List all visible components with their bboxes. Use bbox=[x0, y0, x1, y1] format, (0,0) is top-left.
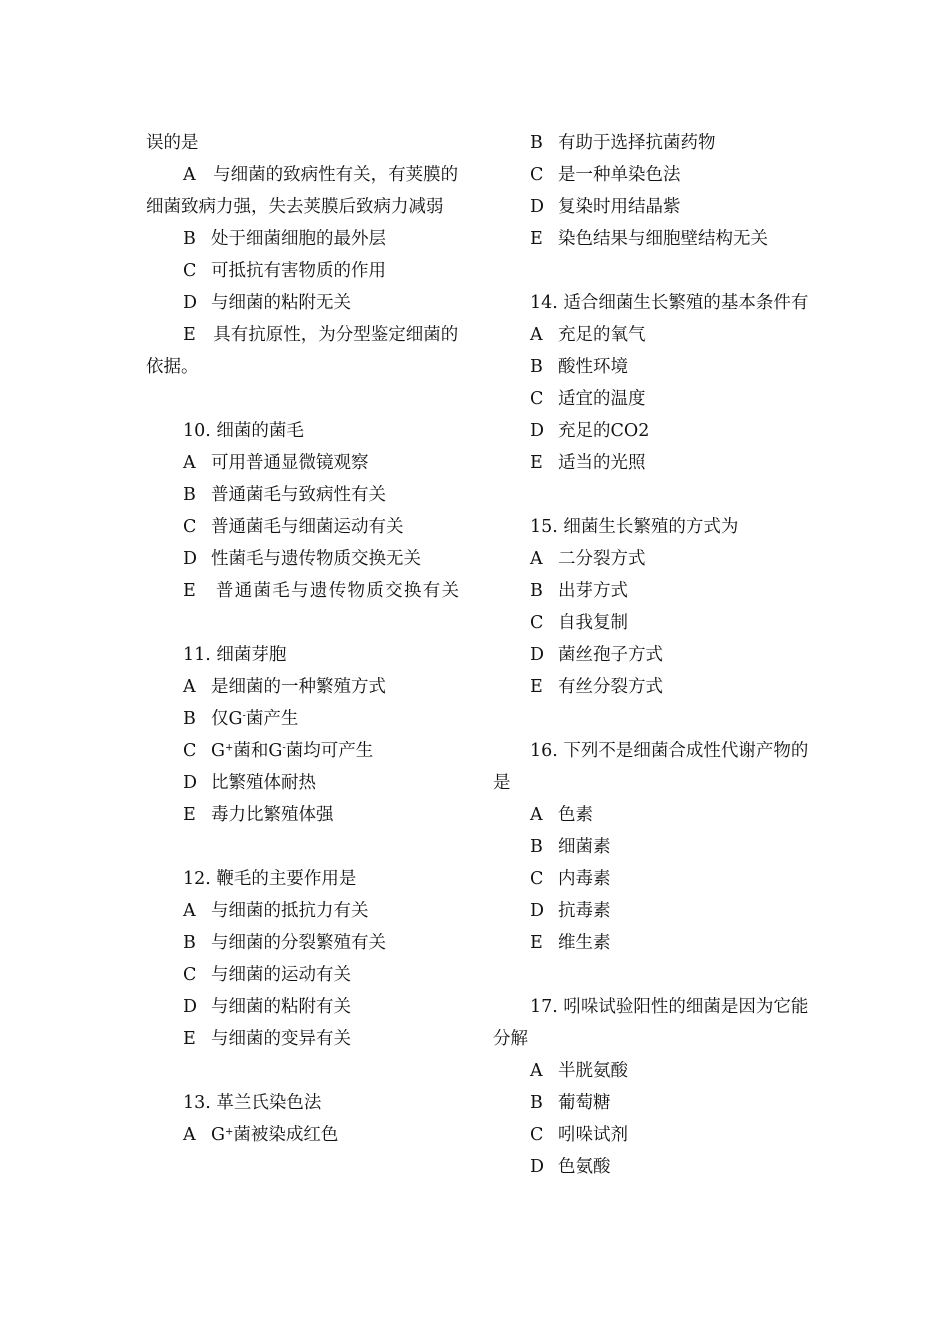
q13-option-d: D 复染时用结晶紫 bbox=[530, 197, 681, 217]
q10-title: 10. 细菌的菌毛 bbox=[183, 421, 304, 441]
q11-option-a: A 是细菌的一种繁殖方式 bbox=[183, 677, 386, 697]
q17-title: 17. 吲哚试验阳性的细菌是因为它能分解 bbox=[493, 997, 809, 1049]
q11-option-b: B 仅G-菌产生 bbox=[183, 709, 299, 729]
q12-title: 12. 鞭毛的主要作用是 bbox=[183, 869, 357, 889]
q13-option-e: E 染色结果与细胞壁结构无关 bbox=[530, 229, 768, 249]
q11-option-c: C G+菌和G-菌均可产生 bbox=[183, 741, 374, 761]
q14-option-a: A 充足的氧气 bbox=[530, 325, 646, 345]
q10-option-a: A 可用普通显微镜观察 bbox=[183, 453, 369, 473]
q13-option-b: B 有助于选择抗菌药物 bbox=[530, 133, 716, 153]
q12-option-e: E 与细菌的变异有关 bbox=[183, 1029, 351, 1049]
q9-option-e: E 具有抗原性，为分型鉴定细菌的依据。 bbox=[146, 325, 459, 377]
q17-option-c: C 吲哚试剂 bbox=[530, 1125, 628, 1145]
q17-option-a: A 半胱氨酸 bbox=[530, 1061, 628, 1081]
right-column bbox=[493, 127, 809, 1183]
q10-option-d: D 性菌毛与遗传物质交换无关 bbox=[183, 549, 421, 569]
q12-option-a: A 与细菌的抵抗力有关 bbox=[183, 901, 369, 921]
q16-option-b: B 细菌素 bbox=[530, 837, 611, 857]
q14-option-b: B 酸性环境 bbox=[530, 357, 628, 377]
q12-option-c: C 与细菌的运动有关 bbox=[183, 965, 351, 985]
q16-title: 16. 下列不是细菌合成性代谢产物的是 bbox=[493, 741, 809, 793]
q10-option-b: B 普通菌毛与致病性有关 bbox=[183, 485, 386, 505]
q14-title: 14. 适合细菌生长繁殖的基本条件有 bbox=[530, 293, 809, 313]
q9-option-c: C 可抵抗有害物质的作用 bbox=[183, 261, 386, 281]
q13-title: 13. 革兰氏染色法 bbox=[183, 1093, 322, 1113]
q17-option-d: D 色氨酸 bbox=[530, 1157, 611, 1177]
q9-option-d: D 与细菌的粘附无关 bbox=[183, 293, 351, 313]
q9-stem-tail: 误的是 bbox=[146, 133, 199, 153]
q15-option-d: D 菌丝孢子方式 bbox=[530, 645, 663, 665]
q11-option-d: D 比繁殖体耐热 bbox=[183, 773, 316, 793]
left-column bbox=[146, 127, 462, 1151]
q16-option-d: D 抗毒素 bbox=[530, 901, 611, 921]
q15-option-a: A 二分裂方式 bbox=[530, 549, 646, 569]
q16-option-a: A 色素 bbox=[530, 805, 593, 825]
q9-option-a: A 与细菌的致病性有关，有荚膜的细菌致病力强，失去荚膜后致病力减弱 bbox=[146, 165, 459, 217]
q10-option-c: C 普通菌毛与细菌运动有关 bbox=[183, 517, 404, 537]
q9-option-b: B 处于细菌细胞的最外层 bbox=[183, 229, 386, 249]
q12-option-b: B 与细菌的分裂繁殖有关 bbox=[183, 933, 386, 953]
q13-option-c: C 是一种单染色法 bbox=[530, 165, 681, 185]
q12-option-d: D 与细菌的粘附有关 bbox=[183, 997, 351, 1017]
q16-option-e: E 维生素 bbox=[530, 933, 611, 953]
q10-option-e: E 普通菌毛与遗传物质交换有关 bbox=[183, 581, 461, 601]
q15-option-b: B 出芽方式 bbox=[530, 581, 628, 601]
q14-option-d: D 充足的CO2 bbox=[530, 421, 650, 441]
q15-title: 15. 细菌生长繁殖的方式为 bbox=[530, 517, 739, 537]
q14-option-c: C 适宜的温度 bbox=[530, 389, 646, 409]
q13-option-a: A G+菌被染成红色 bbox=[183, 1125, 339, 1145]
q15-option-c: C 自我复制 bbox=[530, 613, 628, 633]
q17-option-b: B 葡萄糖 bbox=[530, 1093, 611, 1113]
q15-option-e: E 有丝分裂方式 bbox=[530, 677, 663, 697]
q14-option-e: E 适当的光照 bbox=[530, 453, 646, 473]
q11-option-e: E 毒力比繁殖体强 bbox=[183, 805, 334, 825]
q16-option-c: C 内毒素 bbox=[530, 869, 611, 889]
q11-title: 11. 细菌芽胞 bbox=[183, 645, 287, 665]
